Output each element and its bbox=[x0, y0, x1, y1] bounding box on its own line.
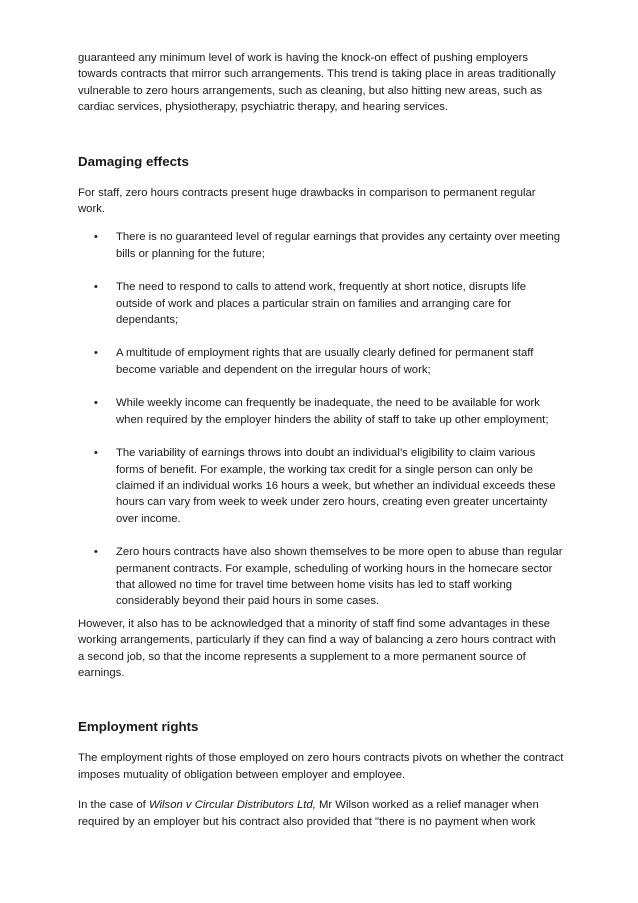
damaging-effects-lead: For staff, zero hours contracts present huge drawbacks in comparison to permanent regular work. bbox=[78, 186, 536, 216]
damaging-effects-heading: Damaging effects bbox=[78, 153, 189, 169]
list-item-text: The variability of earnings throws into doubt an individual’s eligibility to claim various forms of benefit. For example, the working tax credit for a single person can only be claimed if an individual works 16 hours a week, but whether an individual exceeds these hours can vary from week to week under zero hours, creating even greater uncertainty over income. bbox=[116, 447, 556, 525]
list-item-text: A multitude of employment rights that are usually clearly defined for permanent staff become variable and dependent on the irregular hours of work; bbox=[116, 347, 534, 376]
employment-rights-heading: Employment rights bbox=[78, 719, 199, 735]
case-rest-text: Mr Wilson worked as a relief manager when required by an employer but his contract also provided that "there is no payment when work bbox=[78, 799, 539, 828]
bullet-icon: • bbox=[94, 397, 98, 410]
list-item bbox=[78, 544, 564, 610]
list-item-text: The need to respond to calls to attend work, frequently at short notice, disrupts life outside of work and places a particular strain on families and arranging care for dependants; bbox=[116, 281, 527, 327]
intro-paragraph: guaranteed any minimum level of work is having the knock-on effect of pushing employers towards contracts that mirror such arrangements. This trend is taking place in areas traditionally vulnerable to zero hours arrangements, such as cleaning, but also hitting new areas, such as cardiac services, physiotherapy, psychiatric therapy, and hearing services. bbox=[78, 52, 556, 114]
advantages-paragraph: However, it also has to be acknowledged that a minority of staff find some advantages in these working arrangements, particularly if they can find a way of balancing a zero hours contract with a second job, so that the income represents a supplement to a more permanent source of earnings. bbox=[78, 617, 556, 679]
case-intro-text: In the case of bbox=[78, 799, 149, 812]
document-page bbox=[78, 50, 564, 830]
list-item bbox=[78, 395, 564, 428]
bullet-icon: • bbox=[94, 281, 98, 294]
employment-rights-paragraph: The employment rights of those employed on zero hours contracts pivots on whether the contract imposes mutuality of obligation between employer and employee. bbox=[78, 752, 564, 781]
bullet-icon: • bbox=[94, 231, 98, 244]
case-name: Wilson v Circular Distributors Ltd, bbox=[148, 799, 316, 812]
bullet-icon: • bbox=[94, 447, 98, 460]
case-paragraph bbox=[78, 797, 564, 830]
list-item bbox=[78, 345, 564, 378]
bullet-icon: • bbox=[94, 347, 98, 360]
bullet-icon: • bbox=[94, 546, 98, 559]
list-item bbox=[78, 279, 564, 328]
list-item-text: Zero hours contracts have also shown themselves to be more open to abuse than regular permanent contracts. For example, scheduling of working hours in the homecare sector that allowed no time for travel time between home visits has led to staff working considerably beyond their paid hours in some cases. bbox=[116, 546, 563, 608]
list-item bbox=[78, 445, 564, 527]
list-item-text: While weekly income can frequently be inadequate, the need to be available for work when required by the employer hinders the ability of staff to take up other employment; bbox=[116, 397, 549, 426]
list-item bbox=[78, 229, 564, 262]
list-item-text: There is no guaranteed level of regular earnings that provides any certainty over meeting bills or planning for the future; bbox=[116, 231, 560, 260]
drawbacks-list bbox=[78, 229, 564, 609]
